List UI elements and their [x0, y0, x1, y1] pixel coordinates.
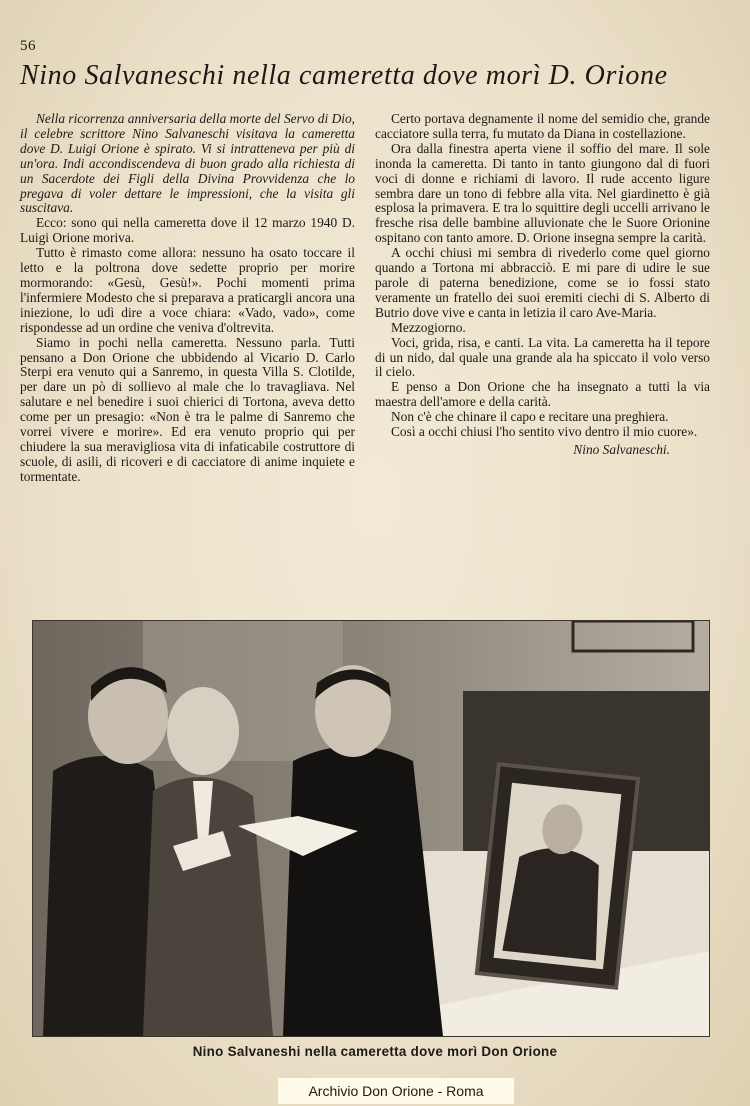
author-signature: Nino Salvaneschi.	[573, 441, 670, 457]
paragraph: E penso a Don Orione che ha insegnato a tutti la via maestra dell'amore e della carità.	[375, 379, 710, 410]
paragraph: Non c'è che chinare il capo e recitare una preghiera.	[391, 409, 669, 425]
photo-face-middle	[167, 687, 239, 775]
photo-illustration	[33, 621, 709, 1036]
paragraph: Ecco: sono qui nella cameretta dove il 12 marzo 1940 D. Luigi Orione moriva.	[20, 215, 355, 246]
article-left-column	[20, 112, 355, 485]
paragraph: Voci, grida, risa, e canti. La vita. La cameretta ha il tepore di un nido, dal quale una grande ala ha spiccato il volo verso il cielo.	[375, 334, 710, 380]
paragraph: Così a occhi chiusi l'ho sentito vivo dentro il mio cuore».	[391, 424, 698, 440]
paragraph: Certo portava degnamente il nome del semidio che, grande cacciatore sulla terra, fu mutato da Diana in costellazione.	[375, 111, 710, 141]
photo-caption: Nino Salvaneshi nella cameretta dove morì Don Orione	[192, 1044, 558, 1059]
article-photo	[32, 620, 710, 1037]
paragraph: Ora dalla finestra aperta viene il soffio del mare. Il sole inonda la cameretta. Di tanto in tanto giungono dal di fuori voci di donne e richiami di lavoro. Il rude accento ligure sembra dare un tono di febbre alla vita. Nel giardinetto è già esplosa la primavera. E tra lo squittire degli uccelli arrivano le fresche risa delle bambine alluvionate che le Suore Orionine ospitano con tanto amore. D. Orione insegna sempre la carità.	[375, 140, 710, 246]
paragraph: Tutto è rimasto come allora: nessuno ha osato toccare il letto e la poltrona dove sedette proprio per morire mormorando: «Gesù, Gesù!». Pochi momenti prima l'infermiere Modesto che si preparava a praticargli ancora una iniezione, lo udì dire a voce chiara: «Vado, vado», come rispondesse ad un ordine che veniva d'oltrevita.	[20, 245, 355, 335]
article-intro: Nella ricorrenza anniversaria della morte del Servo di Dio, il celebre scrittore Nino Salvaneschi visitava la cameretta dove D. Luigi Orione è spirato. Vi si intratteneva per più di un'ora. Indi accondiscendeva di buon grado alla richiesta di un Sacerdote dei Figli della Divina Provvidenza che lo pregava di voler dettare le impressioni, che la visita gli suscitava.	[20, 111, 355, 216]
archive-watermark: Archivio Don Orione - Roma	[278, 1078, 514, 1104]
paragraph: Mezzogiorno.	[391, 319, 466, 335]
photo-framed-portrait	[477, 764, 638, 987]
article-right-column	[375, 112, 710, 458]
page-number: 56	[20, 38, 36, 54]
paragraph: Siamo in pochi nella cameretta. Nessuno parla. Tutti pensano a Don Orione che ubbidendo al Vicario D. Carlo Sterpi era venuto qui a Sanremo, in questa Villa S. Clotilde, per dare un pò di sollievo al male che lo travagliava. Nel salutare e nel benedire i suoi chierici di Tortona, aveva detto come per un presagio: «Non è tra le palme di Sanremo che vorrei vivere e morire». Ed era venuto proprio qui per chiudere la sua meravigliosa vita di infaticabile costruttore di scuole, di asili, di ricoveri e di cacciatore di anime inquiete e tormentate.	[20, 334, 355, 484]
article-title: Nino Salvaneschi nella cameretta dove morì D. Orione	[20, 60, 668, 91]
paragraph: A occhi chiusi mi sembra di rivederlo come quel giorno quando a Tortona mi abbracciò. E mi pare di udire le sue parole di paterna benedizione, come se io fossi stato veramente un fratello dei suoi eremiti ciechi di S. Alberto di Butrio dove vive e canta in letizia il caro Ave-Maria.	[375, 245, 710, 320]
